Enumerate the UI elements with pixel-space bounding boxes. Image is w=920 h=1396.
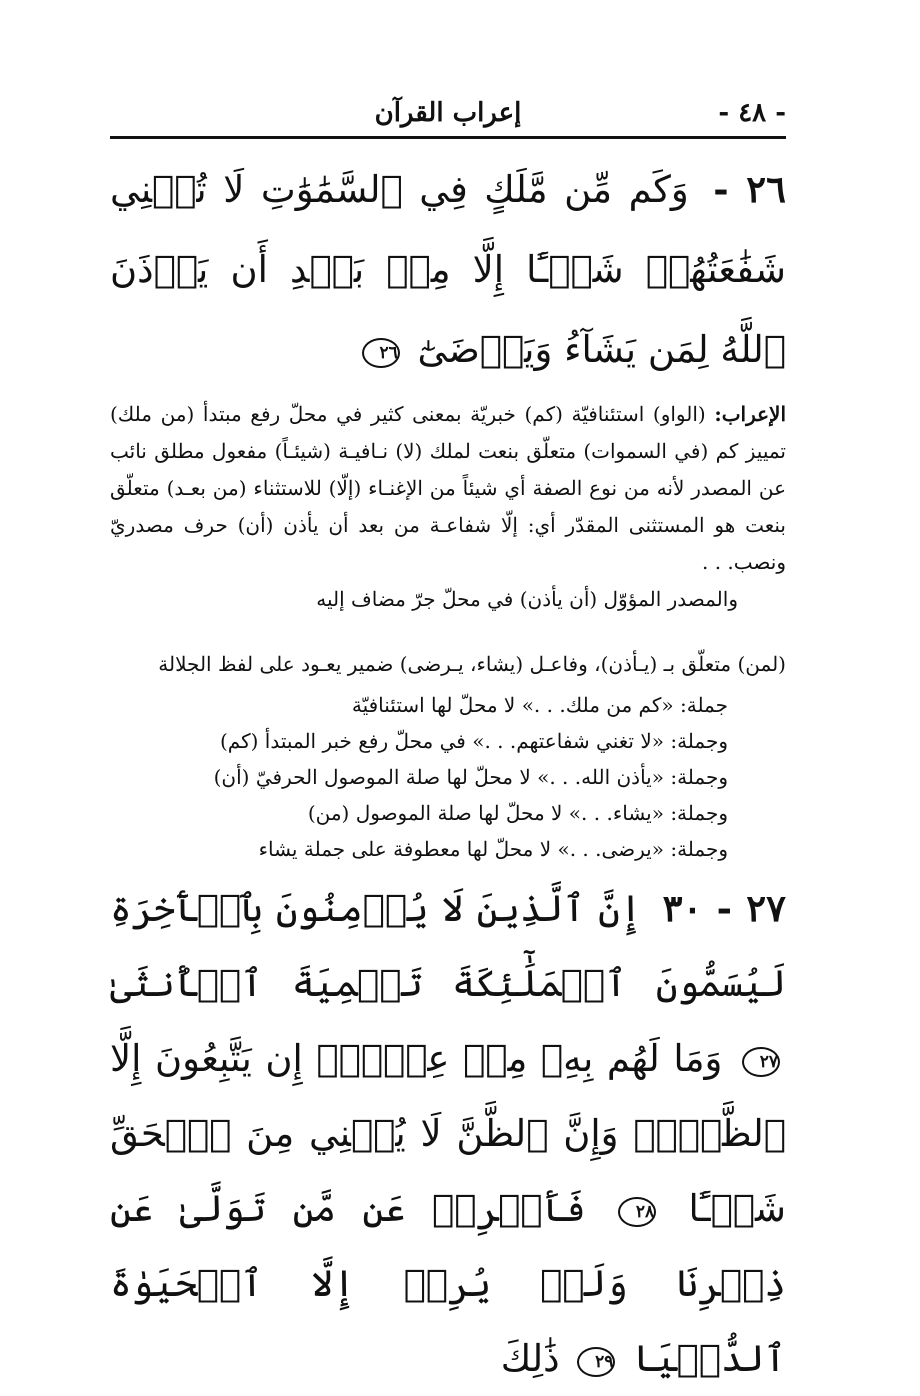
ayah-end-marker: ٢٩: [577, 1347, 615, 1377]
ayah-end-marker: ٢٧: [742, 1047, 780, 1077]
sentence-line: جملة: «كم من ملك. . .» لا محلّ لها استئنافيّة: [351, 693, 728, 717]
sentence-line: وجملة: «يرضى. . .» لا محلّ لها معطوفة على جملة يشاء: [258, 837, 728, 861]
sentence-line: وجملة: «لا تغني شفاعتهم. . .» في محلّ رفع خبر المبتدأ (كم): [219, 729, 728, 753]
verse-text: ذَٰلِكَ: [500, 1337, 560, 1380]
verse-text: إِنَّ ٱلَّذِينَ لَا يُؤۡمِنُونَ بِٱلۡأٓخِرَةِ لَيُسَمُّونَ ٱلۡمَلَٰٓئِكَةَ تَسۡمِيَةَ ٱلۡأُنثَىٰ: [110, 887, 786, 1005]
irab-indented-line: والمصدر المؤوّل (أن يأذن) في محلّ جرّ مضاف إليه: [316, 587, 738, 611]
verse-number: ٢٧ - ٣٠: [662, 886, 786, 930]
sentence-line: وجملة: «يأذن الله. . .» لا محلّ لها صلة الموصول الحرفيّ (أن): [213, 765, 728, 789]
verse-number: ٢٦ -: [713, 167, 786, 211]
verse-text: وَكَم مِّن مَّلَكٍ فِي ٱلسَّمَٰوَٰتِ لَا تُغۡنِي شَفَٰعَتُهُمۡ شَيۡـًٔا إِلَّا مِنۢ بَعۡدِ أَن يَأۡذَنَ ٱللَّهُ لِمَن يَشَآءُ وَيَرۡضَىٰٓ: [110, 168, 786, 371]
quran-verses-27-30: [110, 871, 786, 1396]
spacer: [110, 618, 786, 640]
book-page: [110, 96, 786, 1396]
quran-verse-26: [110, 149, 786, 390]
sentence-line: وجملة: «يشاء. . .» لا محلّ لها صلة الموصول (من): [307, 801, 728, 825]
irab-paragraph: [110, 396, 786, 581]
running-title: إعراب القرآن: [374, 98, 522, 128]
irab-paragraph-2: (لمن) متعلّق بـ (يـأذن)، وفاعـل (يشاء، يـرضى) ضمير يعـود على لفظ الجلالة: [158, 652, 786, 676]
ayah-end-marker: ٢٨: [618, 1197, 656, 1227]
verse-text: وَمَا لَهُم بِهِۦ مِنۡ عِلۡمٍۖ إِن يَتَّبِعُونَ إِلَّا ٱلظَّنَّۖ وَإِنَّ ٱلظَّنَّ لَا يُغۡنِي مِنَ ٱلۡحَقِّ شَيۡـًٔا: [110, 1037, 787, 1230]
page-number: - ٤٨ -: [718, 98, 786, 128]
irab-heading: الإعراب:: [714, 402, 787, 426]
irab-text: (الواو) استئنافيّة (كم) خبريّة بمعنى كثير في محلّ رفع مبتدأ (من ملك) تمييز كم (في السموات) متعلّق بنعت لملك (لا) نـافيـة (شيئـاً) مفعول مطلق نائب عن المصدر لأنه من نوع الصفة أي شيئاً من الإغنـاء (إلّا) للاستثناء (من بعـد) متعلّق بنعت هو المستثنى المقدّر أي: إلّا شفاعـة من بعد أن يأذن (أن) حرف مصدريّ ونصب. . .: [110, 402, 786, 574]
sentences-list: [110, 687, 786, 867]
ayah-end-marker: ٢٦: [362, 338, 400, 368]
page-header: [110, 96, 786, 139]
verse-text: فَأَعۡرِضۡ عَن مَّن تَوَلَّىٰ عَن ذِكۡرِنَا وَلَمۡ يُرِدۡ إِلَّا ٱلۡحَيَوٰةَ ٱلدُّنۡيَا: [110, 1187, 786, 1380]
